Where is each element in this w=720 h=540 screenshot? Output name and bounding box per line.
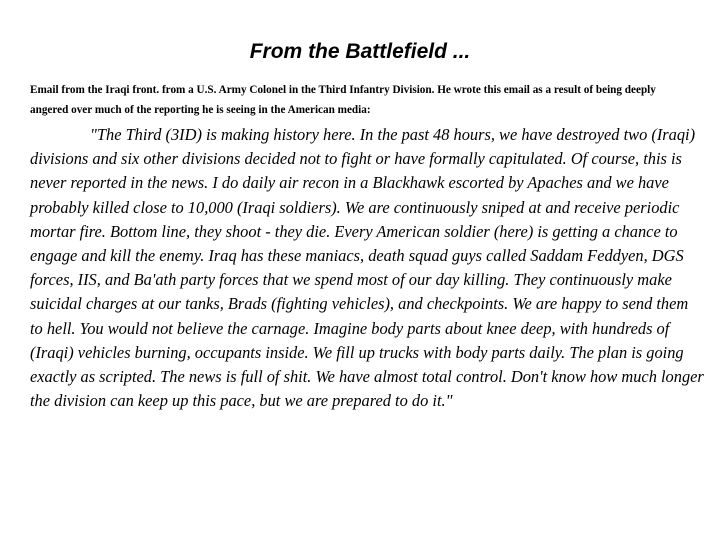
quoted-email-body: "The Third (3ID) is making history here. In the past 48 hours, we have destroyed two (Iraqi) divisions and six other divisions decided not to fight or have formally capitulated. Of course, this is never reported in the news. I do daily air recon in a Blackhawk escorted by Apaches and we have probably killed close to 10,000 (Iraqi soldiers). We are continuously sniped at and receive periodic mortar fire. Bottom line, they shoot - they die. Every American soldier (here) is getting a chance to engage and kill the enemy. Iraq has these maniacs, death squad guys called Saddam Feddyen, DGS forces, IIS, and Ba'ath party forces that we spend most of our day killing. They continuously make suicidal charges at our tanks, Brads (fighting vehicles), and checkpoints. We are happy to send them to hell. You would not believe the carnage. Imagine body parts about knee deep, with hundreds of (Iraqi) vehicles burning, occupants inside. We fill up trucks with body parts daily. The plan is going exactly as scripted. The news is full of shit. We have almost total control. Don't know how much longer the division can keep up this pace, but we are prepared to do it." [30,125,704,411]
slide-title: From the Battlefield ... [249,40,471,63]
intro-paragraph: Email from the Iraqi front. from a U.S. Army Colonel in the Third Infantry Division. He wrote this email as a result of being deeply angered over much of the reporting he is seeing in the American media: [30,84,656,116]
